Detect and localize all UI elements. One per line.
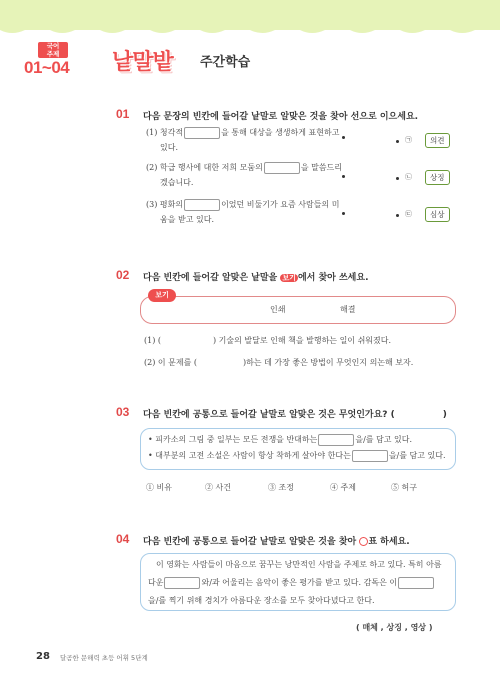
brand-title: 낱말밭 — [112, 50, 173, 75]
bogi-label: 보기 — [148, 289, 176, 302]
answer-blank[interactable] — [398, 577, 434, 589]
passage-line-1: 이 영화는 사람들이 마음으로 꿈꾸는 낭만적인 사람을 주제로 하고 있다. 특히 아름 — [156, 560, 442, 569]
match-dot-left-1[interactable] — [342, 136, 345, 139]
bogi-word: 인쇄 — [270, 305, 286, 314]
match-dot-left-3[interactable] — [342, 212, 345, 215]
option[interactable]: ① 비유 — [146, 483, 172, 492]
answer-blank[interactable] — [184, 199, 220, 211]
page-number: 28 — [36, 651, 50, 662]
q4-choices[interactable]: ( 매체 , 상징 , 영상 ) — [356, 623, 433, 632]
match-dot-right-3[interactable] — [396, 214, 399, 217]
choice-mark: ㉡ — [405, 173, 412, 181]
q3-line-2: • 대부분의 고전 소설은 사람이 항상 착하게 살아야 한다는 을/를 담고 있다. — [148, 451, 446, 460]
match-dot-right-1[interactable] — [396, 140, 399, 143]
bogi-inline-tag: 보기 — [282, 274, 296, 282]
q2-item-1: (1) ( ) 기술의 발달로 인해 책을 발행하는 일이 쉬워졌다. — [144, 336, 392, 345]
option[interactable]: ③ 조정 — [268, 483, 294, 492]
q1-item-1: (1) 청각적 을 통해 대상을 생생하게 표현하고 있다. — [146, 128, 340, 152]
choice-word: 상징 — [425, 170, 450, 185]
question-number: 02 — [116, 268, 130, 282]
bogi-box — [140, 296, 456, 324]
bogi-word: 해결 — [340, 305, 356, 314]
answer-blank[interactable] — [184, 127, 220, 139]
q3-line-1: • 피카소의 그림 중 일부는 모든 전쟁을 반대하는 을/를 담고 있다. — [148, 435, 413, 444]
passage-line-3: 을/를 찍기 위해 경치가 아름다운 장소를 모두 찾아다녔다고 한다. — [148, 596, 375, 605]
subject-badge: 국어 주제 — [38, 42, 68, 58]
answer-blank[interactable] — [318, 434, 354, 446]
q2-item-2: (2) 이 문제를 ( )하는 데 가장 좋은 방법이 무엇인지 의논해 보자. — [144, 358, 414, 367]
answer-blank[interactable] — [264, 162, 300, 174]
unit-range: 01~04 — [24, 58, 70, 77]
choice-word: 심상 — [425, 207, 450, 222]
question-number: 01 — [116, 107, 130, 121]
question-number: 03 — [116, 405, 130, 419]
answer-blank[interactable] — [352, 450, 388, 462]
circle-icon — [359, 537, 368, 546]
q1-item-2: (2) 학급 행사에 대한 저희 모둠의 을 말씀드리 겠습니다. — [146, 163, 342, 187]
question-text: 다음 빈칸에 공통으로 들어갈 낱말로 알맞은 것을 찾아 표 하세요. — [143, 537, 410, 547]
answer-blank[interactable] — [164, 577, 200, 589]
passage-line-2: 다운 와/과 어울리는 음악이 좋은 평가를 받고 있다. 감독은 이 — [148, 575, 435, 590]
brand-subtitle: 주간학습 — [200, 55, 251, 70]
choice-mark: ㉢ — [405, 210, 412, 218]
choice-word: 의견 — [425, 133, 450, 148]
option[interactable]: ④ 주제 — [330, 483, 356, 492]
match-dot-left-2[interactable] — [342, 175, 345, 178]
question-number: 04 — [116, 532, 130, 546]
book-title: 달곰한 문해력 초등 어휘 5단계 — [60, 654, 148, 662]
match-dot-right-2[interactable] — [396, 177, 399, 180]
question-text: 다음 문장의 빈칸에 들어갈 낱말로 알맞은 것을 찾아 선으로 이으세요. — [143, 112, 419, 122]
question-text: 다음 빈칸에 들어갈 알맞은 낱말을 보기 에서 찾아 쓰세요. — [143, 273, 369, 283]
option[interactable]: ② 사건 — [205, 483, 231, 492]
q1-item-3: (3) 평화의 이었던 비둘기가 요즘 사람들의 미 움을 받고 있다. — [146, 200, 340, 224]
question-text: 다음 빈칸에 공통으로 들어갈 낱말로 알맞은 것은 무엇인가요? ( ) — [143, 410, 447, 420]
option[interactable]: ⑤ 허구 — [391, 483, 417, 492]
header-wave — [0, 26, 500, 36]
choice-mark: ㉠ — [405, 136, 412, 144]
